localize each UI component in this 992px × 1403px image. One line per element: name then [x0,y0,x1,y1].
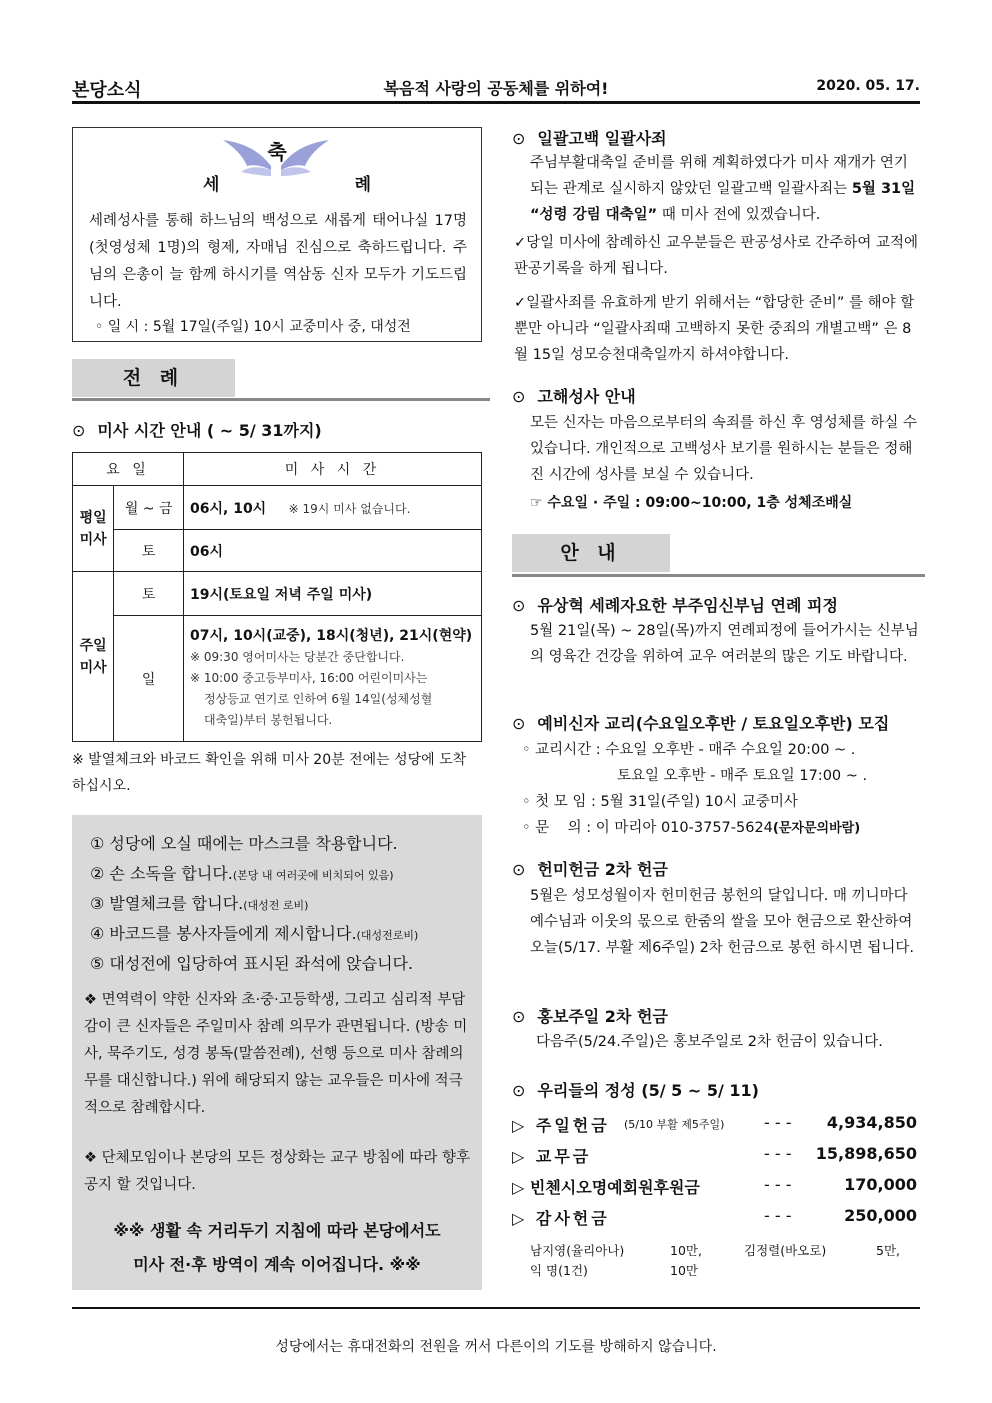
general-absolution-check-1: ✓당일 미사에 참례하신 교우분들은 판공성사로 간주하여 교적에 판공기록을 하게 됩니다. [514,235,918,277]
baptism-date: ◦ 일 시 : 5월 17일(주일) 10시 교중미사 중, 대성전 [95,319,411,335]
offering-row: ▷ 주일헌금 (5/10 부활 제5주일) - - - 4,934,850 [512,1113,917,1135]
header-left: 본당소식 [72,80,142,101]
confession-text: 모든 신자는 마음으로부터의 속죄를 하신 후 영성체를 하실 수 있습니다. 개인적으로 고백성사 보기를 원하시는 분들은 정해진 시간에 성사를 보실 수 있습니다. [530,415,918,483]
step-2: ② 손 소독을 합니다.(본당 내 여러곳에 비치되어 있음) [90,864,394,883]
notice-rule [512,574,925,577]
sunday-label: 주일 미사 [73,572,114,742]
confession-heading: ⊙ 고해성사 안내 [512,387,636,406]
step-4: ④ 바코드를 봉사자들에게 제시합니다.(대성전로비) [90,924,419,943]
catechism-heading: ⊙ 예비신자 교리(수요일오후반 / 토요일오후반) 모집 [512,714,890,733]
header-date: 2020. 05. 17. [816,78,920,94]
mass-heading: ⊙ 미사 시간 안내 ( ~ 5/ 31까지) [72,421,322,440]
baptism-title-top: 축 [267,140,287,164]
baptism-body: 세례성사를 통해 하느님의 백성으로 새롭게 태어나실 17명(첫영성체 1명)의 형제, 자매님 진심으로 축하드립니다. 주님의 은총이 늘 함께 하시기를 역삼동 신자 모두가 기도드립니다. [89,213,467,310]
donor-name: 김정렬(바오로) [744,1243,827,1258]
baptism-title-left: 세 [203,175,220,195]
header-title: 복음적 사랑의 공동체를 위하여! [383,79,609,98]
closing-line-2: 미사 전·후 방역이 계속 이어집니다. ※※ [133,1255,421,1274]
covid-guidelines-box [72,815,482,1290]
offering-row: ▷ 감사헌금 - - - 250,000 [512,1206,917,1228]
general-absolution-text: 주님부활대축일 준비를 위해 계획하였다가 미사 재개가 연기되는 관계로 실시하지 않았던 일괄고백 일괄사죄는 5월 31일 “성령 강림 대축일” 때 미사 전에 있겠습니다. [530,155,916,223]
bullet-exemption: ❖ 면역력이 약한 신자와 초·중·고등학생, 그리고 심리적 부담감이 큰 신자들은 주일미사 참례 의무가 관면됩니다. (방송 미사, 묵주기도, 성경 봉독(말씀전례), 선행 등으로 미사 참례의무를 대신합니다.) 위에 해당되지 않는 교우들은 미사에 적극적으로 참례합시다. [84,992,468,1116]
publicity-text: 다음주(5/24.주일)은 홍보주일로 2차 헌금이 있습니다. [536,1034,883,1050]
page-header [72,72,920,102]
general-absolution-heading: ⊙ 일괄고백 일괄사죄 [512,129,667,148]
donor-amount: 5만, [876,1243,901,1258]
liturgy-rule [72,398,490,401]
baptism-box [72,127,482,342]
mass-schedule-table [72,452,482,742]
col-day-header: 요 일 [73,453,184,486]
donor-amount: 10만, [670,1243,702,1258]
rice-offering-heading: ⊙ 헌미헌금 2차 헌금 [512,860,668,879]
weekday-time: 06시, 10시 ※ 19시 미사 없습니다. [184,486,482,530]
footer-notice: 성당에서는 휴대전화의 전원을 꺼서 다른이의 기도를 방해하지 않습니다. [275,1339,717,1355]
sunday-times: 07시, 10시(교중), 18시(청년), 21시(현약) ※ 09:30 영어미사는 당분간 중단합니다. ※ 10:00 중고등부미사, 16:00 어린이미사는 정상등교 연기로 인하여 6월 14일(성체성혈 대축일)부터 봉헌됩니다. [184,616,482,742]
catechism-line-1: ◦ 교리시간 : 수요일 오후반 - 매주 수요일 20:00 ~ . [522,742,856,758]
step-5: ⑤ 대성전에 입당하여 표시된 좌석에 앉습니다. [90,954,414,973]
bullet-group-meetings: ❖ 단체모임이나 본당의 모든 정상화는 교구 방침에 따라 향후 공지 할 것입니다. [84,1150,471,1193]
sat-eve-time: 19시(토요일 저녁 주일 미사) [184,572,482,616]
donor-name: 익 명(1건) [530,1263,588,1278]
baptism-title-right: 례 [354,175,371,195]
donor-name: 남지영(율리아나) [530,1243,625,1258]
notice-section-header [512,534,670,572]
saturday-day: 토 [114,530,184,572]
offerings-heading: ⊙ 우리들의 정성 (5/ 5 ~ 5/ 11) [512,1081,759,1100]
mass-footnote: ※ 발열체크와 바코드 확인을 위해 미사 20분 전에는 성당에 도착 하십시오. [72,752,467,794]
col-time-header: 미 사 시 간 [184,453,482,486]
sat-eve-day: 토 [114,572,184,616]
retreat-heading: ⊙ 유상혁 세례자요한 부주임신부님 연례 피정 [512,596,838,615]
retreat-text: 5월 21일(목) ~ 28일(목)까지 연례피정에 들어가시는 신부님의 영육간 건강을 위하여 교우 여러분의 많은 기도 바랍니다. [530,623,919,665]
step-3: ③ 발열체크를 합니다.(대성전 로비) [90,894,309,913]
weekday-day: 월 ~ 금 [114,486,184,530]
confession-time: ☞ 수요일 · 주일 : 09:00~10:00, 1층 성체조배실 [530,495,853,511]
catechism-line-3: ◦ 첫 모 임 : 5월 31일(주일) 10시 교중미사 [522,794,798,810]
catechism-line-4: ◦ 문 의 : 이 마리아 010-3757-5624(문자문의바람) [522,820,861,836]
general-absolution-check-2: ✓일괄사죄를 유효하게 받기 위해서는 “합당한 준비” 를 해야 할 뿐만 아니라 “일괄사죄때 고백하지 못한 중죄의 개별고백” 은 8월 15일 성모승천대축일까지 하셔야합니다. [514,295,915,363]
weekday-label: 평일 미사 [73,486,114,572]
header-rule [72,101,920,104]
donor-amount: 10만 [670,1263,698,1278]
catechism-line-2: 토요일 오후반 - 매주 토요일 17:00 ~ . [617,768,868,784]
liturgy-section-header [72,359,235,397]
rice-offering-text: 5월은 성모성월이자 헌미헌금 봉헌의 달입니다. 매 끼니마다 예수님과 이웃의 몫으로 한줌의 쌀을 모아 현금으로 환산하여 오늘(5/17. 부활 제6주일) 2차 헌금으로 봉헌 하시면 됩니다. [530,888,914,956]
closing-line-1: ※※ 생활 속 거리두기 지침에 따라 본당에서도 [113,1221,441,1240]
notice-title: 안 내 [512,534,670,572]
publicity-heading: ⊙ 홍보주일 2차 헌금 [512,1007,668,1026]
footer-rule [72,1307,920,1309]
saturday-time: 06시 [184,530,482,572]
step-1: ① 성당에 오실 때에는 마스크를 착용합니다. [90,834,398,853]
offering-row: ▷ 빈첸시오명예회원후원금 - - - 170,000 [512,1175,917,1197]
liturgy-title: 전 례 [72,359,235,397]
sunday-day: 일 [114,616,184,742]
offering-row: ▷ 교무금 - - - 15,898,650 [512,1144,917,1166]
